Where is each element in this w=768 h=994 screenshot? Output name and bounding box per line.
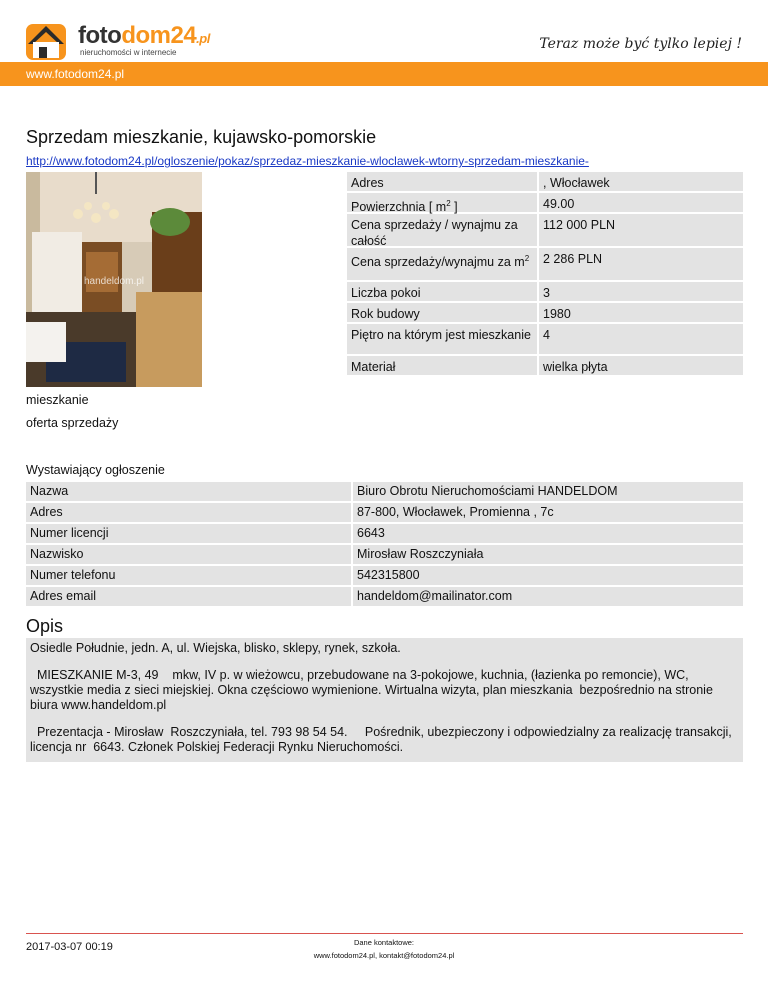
prop-row-material [347, 356, 743, 375]
seller-value: Mirosław Roszczyniała [353, 545, 743, 564]
prop-row-cena [347, 214, 743, 246]
seller-value: 542315800 [353, 566, 743, 585]
seller-label: Adres [26, 503, 351, 522]
site-url[interactable]: www.fotodom24.pl [26, 67, 125, 81]
offer-type: oferta sprzedaży [26, 416, 119, 430]
seller-row [26, 503, 743, 522]
print-date: 2017-03-07 00:19 [26, 941, 113, 953]
seller-row [26, 545, 743, 564]
description-paragraph: Prezentacja - Mirosław Roszczyniała, tel. 793 98 54 54. Pośrednik, ubezpieczony i odpowiedzialny za realizację transakcji, licencja nr 6643. Członek Polskiej Federacji Rynku Nieruchomości. [30, 725, 736, 754]
prop-label: Piętro na którym jest mieszkanie [347, 324, 537, 354]
seller-row [26, 566, 743, 585]
seller-label: Adres email [26, 587, 351, 606]
seller-label: Numer telefonu [26, 566, 351, 585]
description-paragraph: MIESZKANIE M-3, 49 mkw, IV p. w wieżowcu, przebudowane na 3-pokojowe, kuchnia, (łazienka po remoncie), WC, wszystkie media z sieci miejskiej. Okna częściowo wymienione. Wirtualna wizyta, plan mieszkania bezpośrednio na stronie biura www.handeldom.pl [30, 668, 717, 712]
prop-row-adres [347, 172, 743, 191]
prop-row-pokoje [347, 282, 743, 301]
property-table [347, 172, 743, 377]
page-header [0, 0, 768, 62]
seller-row [26, 587, 743, 606]
prop-value: 2 286 PLN [539, 248, 743, 280]
prop-label: Cena sprzedaży/wynajmu za $m^2$ [347, 248, 537, 280]
page-title: Sprzedam mieszkanie, kujawsko-pomorskie [26, 127, 377, 147]
orange-bar [0, 62, 768, 86]
brand-tagline: nieruchomości w internecie [80, 48, 177, 57]
prop-value: 49.00 [539, 193, 743, 212]
prop-label: Materiał [347, 356, 537, 375]
listing-photo [26, 172, 202, 387]
seller-value: 87-800, Włocławek, Promienna , 7c [353, 503, 743, 522]
description-box [26, 638, 743, 762]
prop-row-pietro [347, 324, 743, 354]
footer-divider [26, 933, 743, 934]
seller-heading: Wystawiający ogłoszenie [26, 463, 165, 477]
slogan: Teraz może być tylko lepiej ! [539, 36, 742, 52]
prop-value: 3 [539, 282, 743, 301]
seller-row [26, 524, 743, 543]
prop-value: , Włocławek [539, 172, 743, 191]
prop-row-powierzchnia [347, 193, 743, 215]
listing-link[interactable]: http://www.fotodom24.pl/ogloszenie/pokaz/sprzedaz-mieszkanie-wloclawek-wtorny-sprzedam-mieszkanie- [26, 154, 589, 168]
photo-watermark: handeldom.pl [83, 276, 145, 287]
contact-info: www.fotodom24.pl, kontakt@fotodom24.pl [313, 951, 455, 960]
seller-label: Numer licencji [26, 524, 351, 543]
description-paragraph: Osiedle Południe, jedn. A, ul. Wiejska, blisko, sklepy, rynek, szkoła. [30, 641, 401, 655]
prop-value: 112 000 PLN [539, 214, 743, 246]
seller-label: Nazwisko [26, 545, 351, 564]
prop-label: Rok budowy [347, 303, 537, 322]
description-heading: Opis [26, 616, 64, 636]
prop-label: Powierzchnia [ $m^2$ ] [347, 193, 537, 212]
seller-value: Biuro Obrotu Nieruchomościami HANDELDOM [353, 482, 743, 501]
house-logo-icon [24, 20, 70, 62]
prop-row-cena-m2 [347, 248, 743, 280]
seller-row [26, 482, 743, 501]
prop-label: Cena sprzedaży / wynajmu za całość [347, 214, 537, 246]
seller-value: 6643 [353, 524, 743, 543]
prop-value: wielka płyta [539, 356, 743, 375]
prop-label: Adres [347, 172, 537, 191]
brand-logo[interactable]: fotodom24.pl [78, 22, 210, 49]
prop-label: Liczba pokoi [347, 282, 537, 301]
property-type: mieszkanie [26, 393, 89, 407]
prop-row-rok [347, 303, 743, 322]
contact-label: Dane kontaktowe: [353, 938, 415, 947]
seller-label: Nazwa [26, 482, 351, 501]
prop-value: 4 [539, 324, 743, 354]
seller-value: handeldom@mailinator.com [353, 587, 743, 606]
seller-table [26, 482, 743, 608]
prop-value: 1980 [539, 303, 743, 322]
